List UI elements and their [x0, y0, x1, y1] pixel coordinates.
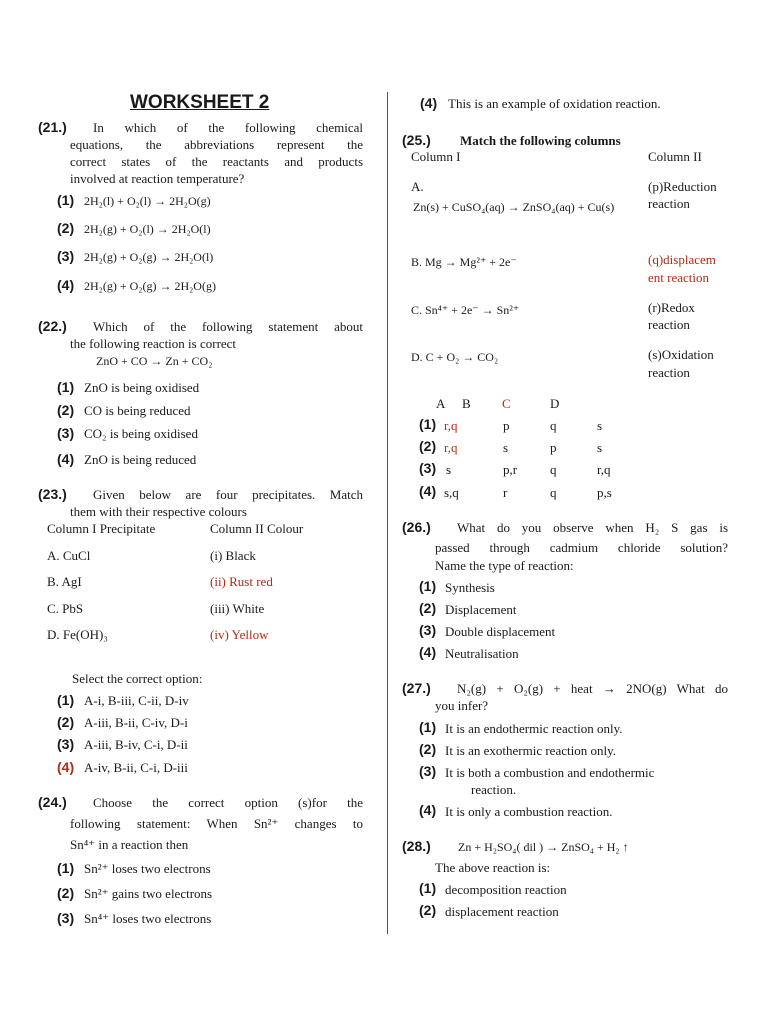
q25-row-c-left: C. Sn⁴⁺ + 2e⁻ → Sn²⁺: [411, 303, 520, 317]
q23-col2-header: Column II Colour: [210, 521, 304, 536]
q26-option1-number: (1): [419, 578, 437, 594]
q23-select-text: Select the correct option:: [72, 671, 203, 686]
q23-option1-text: A-i, B-iii, C-ii, D-iv: [84, 693, 189, 708]
q25-row-d-left: D. C + O₂ → CO₂: [411, 350, 499, 364]
q24-line1: Choose the correct option (s)for the: [93, 795, 363, 810]
q23-option4-text: A-iv, B-ii, C-i, D-iii: [84, 760, 188, 775]
q27-option3-continuation: reaction.: [471, 782, 517, 797]
q24-number: (24.): [38, 794, 67, 810]
q25-grid-header-b: B: [462, 396, 471, 411]
q24-option3-number: (3): [57, 910, 75, 926]
q27-option4-text: It is only a combustion reaction.: [445, 804, 613, 819]
q25-col2-header: Column II: [648, 149, 702, 164]
q25-row-b-left: B. Mg → Mg²⁺ + 2e⁻: [411, 255, 517, 269]
q21-option4-number: (4): [57, 277, 75, 293]
q25-row-a-left: Zn(s) + CuSO₄(aq) → ZnSO₄(aq) + Cu(s): [413, 200, 615, 214]
q25-grid-row3-d: r,q: [597, 462, 611, 477]
q23-row-b-left: B. AgI: [47, 574, 82, 589]
q27-number: (27.): [402, 680, 431, 696]
q22-line1: Which of the following statement about: [93, 319, 363, 334]
q25-number: (25.): [402, 132, 431, 148]
q23-option2-number: (2): [57, 714, 75, 730]
q23-line1: Given below are four precipitates. Match: [93, 487, 363, 502]
q22-line2: the following reaction is correct: [70, 336, 237, 351]
q26-option3-text: Double displacement: [445, 624, 556, 639]
q23-option3-text: A-iii, B-iv, C-i, D-ii: [84, 737, 188, 752]
q25-grid-header-c: C: [502, 396, 511, 411]
q21-option1-text: 2H₂(l) + O₂(l) → 2H₂O(g): [84, 194, 211, 208]
q22-option2-number: (2): [57, 402, 75, 418]
q25-row-a-right2: reaction: [648, 196, 690, 211]
q25-row-d-right2: reaction: [648, 365, 690, 380]
q25-grid-row1-number: (1): [419, 416, 437, 432]
q23-option4-number: (4): [57, 759, 75, 775]
q23-row-b-right: (ii) Rust red: [210, 574, 273, 589]
q28-number: (28.): [402, 838, 431, 854]
q25-grid-row2-b: s: [503, 440, 509, 455]
q25-grid-row1-b: p: [503, 418, 510, 433]
q23-line2: them with their respective colours: [70, 504, 247, 519]
q26-option4-number: (4): [419, 644, 437, 660]
q24-option1-number: (1): [57, 860, 75, 876]
q22-option1-text: ZnO is being oxidised: [84, 380, 200, 395]
q27-line2: you infer?: [435, 698, 489, 713]
q22-option1-number: (1): [57, 379, 75, 395]
worksheet-title: WORKSHEET 2: [130, 92, 270, 113]
q23-option1-number: (1): [57, 692, 75, 708]
q25-heading: Match the following columns: [460, 133, 621, 148]
q26-option2-number: (2): [419, 600, 437, 616]
q26-number: (26.): [402, 519, 431, 535]
q27-option3-text: It is both a combustion and endothermic: [445, 765, 655, 780]
q25-grid-row2-a: r,q: [444, 440, 458, 455]
q22-equation: ZnO + CO → Zn + CO₂: [96, 354, 213, 368]
q25-grid-row2-c: p: [550, 440, 557, 455]
q23-row-d-left: D. Fe(OH)₃: [47, 627, 108, 642]
q26-option3-number: (3): [419, 622, 437, 638]
q21-line4: involved at reaction temperature?: [70, 171, 245, 186]
q27-option4-number: (4): [419, 802, 437, 818]
q25-grid-header-d: D: [550, 396, 560, 411]
q23-row-c-right: (iii) White: [210, 601, 265, 616]
q24-line2: following statement: When Sn²⁺ changes to: [70, 816, 363, 831]
q24-option1-text: Sn²⁺ loses two electrons: [84, 861, 211, 876]
q24-option2-text: Sn²⁺ gains two electrons: [84, 886, 213, 901]
q25-row-c-right1: (r)Redox: [648, 300, 695, 315]
q28-option1-number: (1): [419, 880, 437, 896]
q22-option3-text: CO₂ is being oxidised: [84, 426, 198, 441]
q27-line1: N₂(g) + O₂(g) + heat → 2NO(g) What do: [457, 681, 728, 696]
q25-row-b-right1: (q)displacem: [648, 252, 716, 267]
q28-option1-text: decomposition reaction: [445, 882, 567, 897]
q24-option2-number: (2): [57, 885, 75, 901]
q25-grid-row3-c: q: [550, 462, 557, 477]
q22-option2-text: CO is being reduced: [84, 403, 191, 418]
q25-grid-row4-a: s,q: [444, 485, 459, 500]
q25-grid-row1-a: r,q: [444, 418, 458, 433]
q25-grid-row1-c: q: [550, 418, 557, 433]
q21-option1-number: (1): [57, 192, 75, 208]
q23-option2-text: A-iii, B-ii, C-iv, D-i: [84, 715, 188, 730]
q25-row-b-right2: ent reaction: [648, 270, 709, 285]
q23-number: (23.): [38, 486, 67, 502]
q25-row-d-right1: (s)Oxidation: [648, 347, 714, 362]
q22-option3-number: (3): [57, 425, 75, 441]
q26-option4-text: Neutralisation: [445, 646, 519, 661]
q25-col1-header: Column I: [411, 149, 461, 164]
q25-row-a-right1: (p)Reduction: [648, 179, 717, 194]
q26-line3: Name the type of reaction:: [435, 558, 574, 573]
column-divider: [387, 92, 388, 934]
q25-grid-row3-a: s: [446, 462, 452, 477]
q22-number: (22.): [38, 318, 67, 334]
q25-grid-row2-number: (2): [419, 438, 437, 454]
q24-option3-text: Sn⁴⁺ loses two electrons: [84, 911, 212, 926]
q25-grid-row4-number: (4): [419, 483, 437, 499]
q28-option2-number: (2): [419, 902, 437, 918]
q24-line3: Sn⁴⁺ in a reaction then: [70, 837, 189, 852]
q27-option1-number: (1): [419, 719, 437, 735]
q26-line1: What do you observe when H₂ S gas is: [457, 520, 728, 535]
q23-row-c-left: C. PbS: [47, 601, 84, 616]
q21-number: (21.): [38, 119, 67, 135]
q25-grid-row4-c: q: [550, 485, 557, 500]
q21-option2-text: 2H₂(g) + O₂(l) → 2H₂O(l): [84, 222, 211, 236]
q25-grid-row3-number: (3): [419, 460, 437, 476]
q23-row-d-right: (iv) Yellow: [210, 627, 269, 642]
q26-line2: passed through cadmium chloride solution?: [435, 540, 728, 555]
q25-grid-row4-b: r: [503, 485, 508, 500]
q25-row-c-right2: reaction: [648, 317, 690, 332]
q28-line1: The above reaction is:: [435, 860, 551, 875]
q27-option3-number: (3): [419, 763, 437, 779]
q27-option1-text: It is an endothermic reaction only.: [445, 721, 623, 736]
q28-equation: Zn + H₂SO₄( dil ) → ZnSO₄ + H₂ ↑: [458, 840, 629, 854]
q25-grid-row1-d: s: [597, 418, 603, 433]
q21-line3: correct states of the reactants and products: [70, 154, 363, 169]
q25-grid-header-a: A: [436, 396, 446, 411]
q25-row-a-label: A.: [411, 179, 424, 194]
q23-option3-number: (3): [57, 736, 75, 752]
q24-option4-number: (4): [420, 95, 438, 111]
q21-option4-text: 2H₂(g) + O₂(g) → 2H₂O(g): [84, 279, 216, 293]
q28-option2-text: displacement reaction: [445, 904, 559, 919]
q27-option2-text: It is an exothermic reaction only.: [445, 743, 616, 758]
q22-option4-number: (4): [57, 451, 75, 467]
q21-line1: In which of the following chemical: [93, 120, 363, 135]
q21-option3-text: 2H₂(g) + O₂(g) → 2H₂O(l): [84, 250, 214, 264]
q25-grid-row2-d: s: [597, 440, 603, 455]
q26-option2-text: Displacement: [445, 602, 517, 617]
q21-line2: equations, the abbreviations represent the: [70, 137, 363, 152]
q26-option1-text: Synthesis: [445, 580, 495, 595]
q24-option4-text: This is an example of oxidation reaction.: [448, 96, 661, 111]
q23-row-a-right: (i) Black: [210, 548, 256, 563]
q23-col1-header: Column I Precipitate: [47, 521, 156, 536]
q21-option3-number: (3): [57, 248, 75, 264]
q23-row-a-left: A. CuCl: [47, 548, 91, 563]
q25-grid-row3-b: p,r: [503, 462, 518, 477]
q21-option2-number: (2): [57, 220, 75, 236]
q27-option2-number: (2): [419, 741, 437, 757]
q22-option4-text: ZnO is being reduced: [84, 452, 197, 467]
q25-grid-row4-d: p,s: [597, 485, 612, 500]
